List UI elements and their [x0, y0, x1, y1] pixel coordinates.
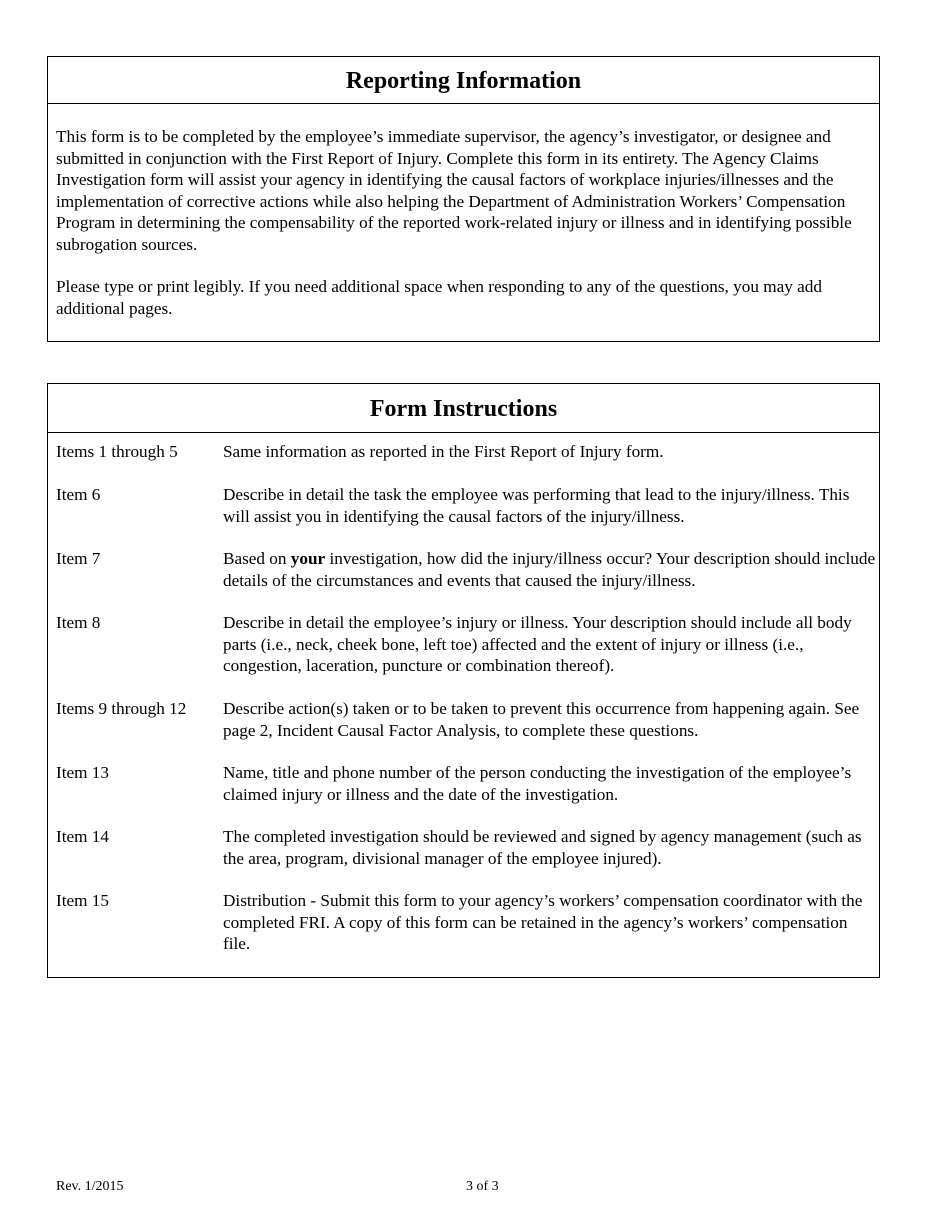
instruction-label: Item 13 — [56, 763, 109, 782]
instruction-text-emphasis: your — [290, 549, 326, 568]
instruction-text: Describe in detail the task the employee was performing that lead to the injury/illness. This will assist you in identifying the causal factors of the injury/illness. — [223, 485, 850, 526]
instruction-label: Item 6 — [56, 485, 101, 504]
instruction-label: Item 8 — [56, 613, 101, 632]
instruction-label: Item 7 — [56, 549, 101, 568]
instruction-text: Name, title and phone number of the person conducting the investigation of the employee’s claimed injury or illness and the date of the investigation. — [223, 763, 852, 804]
revision-label: Rev. 1/2015 — [56, 1179, 124, 1194]
instruction-label: Items 1 through 5 — [56, 442, 178, 461]
instruction-label: Item 15 — [56, 891, 109, 910]
reporting-information-title: Reporting Information — [48, 57, 879, 104]
instruction-label: Items 9 through 12 — [56, 699, 187, 718]
instruction-text — [223, 548, 878, 591]
instruction-text: Distribution - Submit this form to your agency’s workers’ compensation coordinator with the completed FRI. A copy of this form can be retained in the agency’s workers’ compensation file. — [223, 891, 863, 953]
instruction-text: The completed investigation should be reviewed and signed by agency management (such as the area, program, divisional manager of the employee injured). — [223, 827, 862, 868]
instruction-text-start: Based on — [223, 549, 291, 568]
reporting-paragraph-1: This form is to be completed by the employee’s immediate supervisor, the agency’s investigator, or designee and submitted in conjunction with the First Report of Injury. Complete this form in its entirety. The Agency Claims Investigation form will assist your agency in identifying the causal factors of workplace injuries/illnesses and the implementation of corrective actions while also helping the Department of Administration Workers’ Compensation Program in determining the compensability of the reported work-related injury or illness and in identifying possible subrogation sources. — [56, 127, 852, 254]
reporting-paragraph-2: Please type or print legibly. If you need additional space when responding to any of the questions, you may add additional pages. — [56, 277, 822, 318]
instruction-text-end: investigation, how did the injury/illness occur? Your description should include details of the circumstances and events that caused the injury/illness. — [223, 549, 876, 590]
page-number: 3 of 3 — [466, 1179, 499, 1194]
instruction-label: Item 14 — [56, 827, 109, 846]
reporting-information-section — [47, 56, 880, 342]
form-instructions-title: Form Instructions — [48, 384, 879, 433]
instruction-text: Describe in detail the employee’s injury or illness. Your description should include all body parts (i.e., neck, cheek bone, left toe) affected and the extent of injury or illness (i.e., congestion, laceration, puncture or combination thereof). — [223, 613, 852, 675]
instruction-text: Same information as reported in the First Report of Injury form. — [223, 442, 664, 461]
form-instructions-section — [47, 383, 880, 978]
instruction-text: Describe action(s) taken or to be taken to prevent this occurrence from happening again. See page 2, Incident Causal Factor Analysis, to complete these questions. — [223, 699, 860, 740]
